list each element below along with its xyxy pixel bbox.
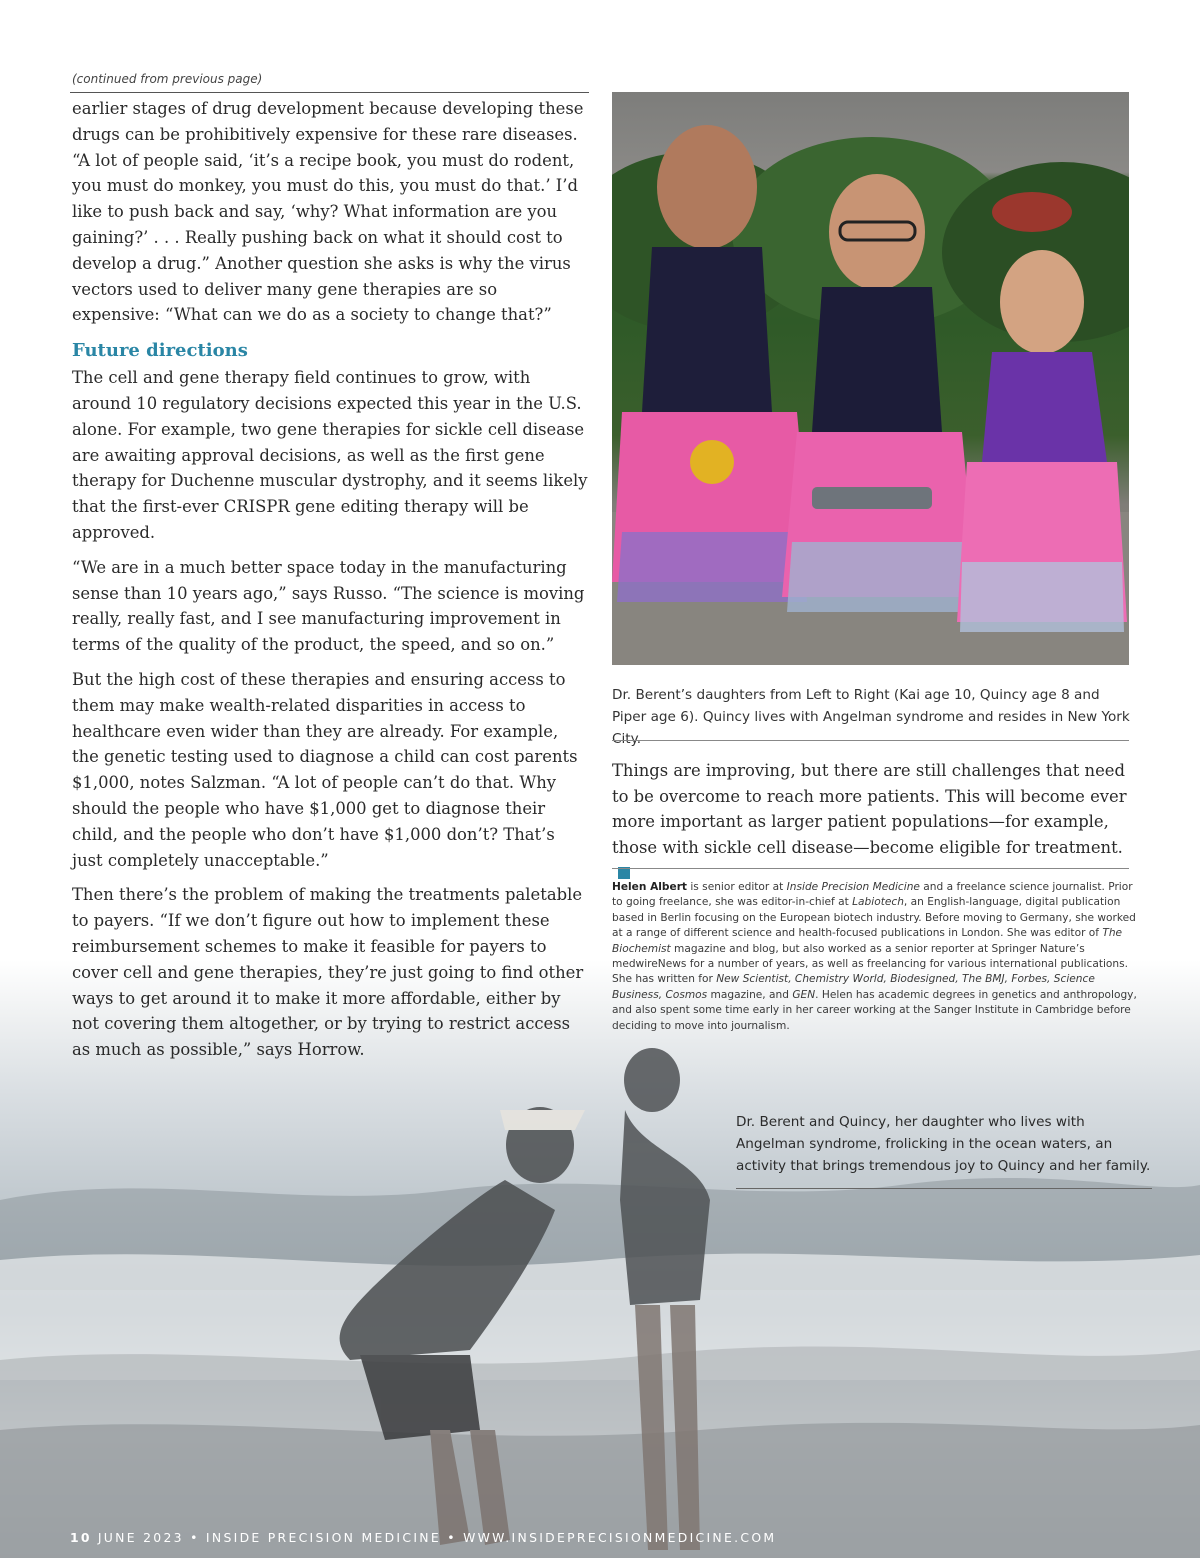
author-name: Helen Albert: [612, 881, 687, 893]
bio-text: and a freelance science journalist. Prior to going freelance, she was editor-in-chief at: [612, 881, 1133, 909]
bio-italic: GEN: [792, 988, 816, 1001]
body-paragraph: But the high cost of these therapies and ensuring access to them may make wealth-related disparities in access to healthcare even wider than they are already. For example, the genetic testing used to diagnose a child can cost parents $1,000, notes Salzman. “A lot of people can’t do that. Why should the people who have $1,000 get to diagnose their child, and the people who don’t have $1,000 don’t? That’s just completely unacceptable.”: [72, 669, 578, 870]
top-rule: [70, 92, 589, 93]
bio-text: magazine, and: [707, 988, 793, 1001]
caption-rule: [612, 740, 1129, 741]
body-paragraph: The cell and gene therapy field continues to grow, with around 10 regulatory decisions expected this year in the U.S. alone. For example, two gene therapies for sickle cell disease are awaiting approval decisions, as well as the first gene therapy for Duchenne muscular dystrophy, and it seems likely that the first-ever CRISPR gene editing therapy will be approved.: [72, 368, 588, 542]
bio-italic: The Biochemist: [612, 927, 1123, 955]
page-footer: [70, 1530, 776, 1545]
body-paragraph: Then there’s the problem of making the treatments paletable to payers. “If we don’t figure out how to implement these reimbursement schemes to make it feasible for payers to cover cell and gene therapies, they’re just going to find other ways to get around it to make it more affordable, either by not covering them altogether, or by trying to restrict access as much as possible,” says Horrow.: [72, 885, 584, 1060]
bio-text: is senior editor at: [686, 881, 787, 893]
footer-text: JUNE 2023 • INSIDE PRECISION MEDICINE • WWW.INSIDEPRECISIONMEDICINE.COM: [97, 1530, 777, 1545]
right-column: [612, 758, 1132, 886]
bio-italic: Labiotech: [852, 896, 904, 909]
bio-text: , an English-language, digital publication based in Berlin focusing on the European biotech industry. Before moving to Germany, she worked at a range of different science and health-focused publications in London. She was editor of: [612, 896, 1136, 940]
left-column: [72, 96, 590, 1072]
bio-italic: New Scientist, Chemistry World, Biodesigned, The BMJ, Forbes, Science Business, Cosmos: [612, 973, 1095, 1001]
bio-text: . Helen has academic degrees in genetics and anthropology, and also spent some time early in her career working at the Sanger Institute in Cambridge before deciding to move into journalism.: [612, 988, 1137, 1032]
author-bio: [612, 880, 1137, 1034]
body-paragraph: “We are in a much better space today in the manufacturing sense than 10 years ago,” says Russo. “The science is moving really, really fast, and I see manufacturing improvement in terms of the quality of the product, the speed, and so on.”: [72, 557, 585, 655]
section-heading: Future directions: [72, 340, 248, 362]
bio-text: magazine and blog, but also worked as a senior reporter at Springer Nature’s medwireNews for a number of years, as well as freelancing for various international publications. She has written for: [612, 942, 1129, 986]
bio-paragraph: [612, 880, 1137, 1034]
bio-rule: [612, 868, 1129, 869]
caption-rule-bottom: [736, 1188, 1152, 1189]
page-number: 10: [70, 1530, 92, 1545]
end-mark-icon: [618, 867, 630, 879]
bio-italic: Inside Precision Medicine: [786, 881, 920, 893]
closing-text: Things are improving, but there are still challenges that need to be overcome to reach more patients. This will become ever more important as larger patient populations—for example, those with sickle cell disease—become eligible for treatment.: [612, 761, 1127, 857]
body-paragraph: [612, 758, 1132, 886]
ocean-photo-caption: Dr. Berent and Quincy, her daughter who lives with Angelman syndrome, frolicking in the ocean waters, an activity that brings tremendous joy to Quincy and her family.: [736, 1114, 1151, 1174]
daughters-photo: [612, 92, 1129, 665]
body-paragraph: earlier stages of drug development because developing these drugs can be prohibitively expensive for these rare diseases. “A lot of people said, ‘it’s a recipe book, you must do rodent, you must do monkey, you must do this, you must do that.’ I’d like to push back and say, ‘why? What information are you gaining?’ . . . Really pushing back on what it should cost to develop a drug.” Another question she asks is why the virus vectors used to deliver many gene therapies are so expensive: “What can we do as a society to change that?”: [72, 99, 584, 325]
photo-caption: Dr. Berent’s daughters from Left to Right (Kai age 10, Quincy age 8 and Piper age 6). Quincy lives with Angelman syndrome and resides in New York City.: [612, 687, 1130, 747]
continued-note: (continued from previous page): [72, 72, 263, 86]
